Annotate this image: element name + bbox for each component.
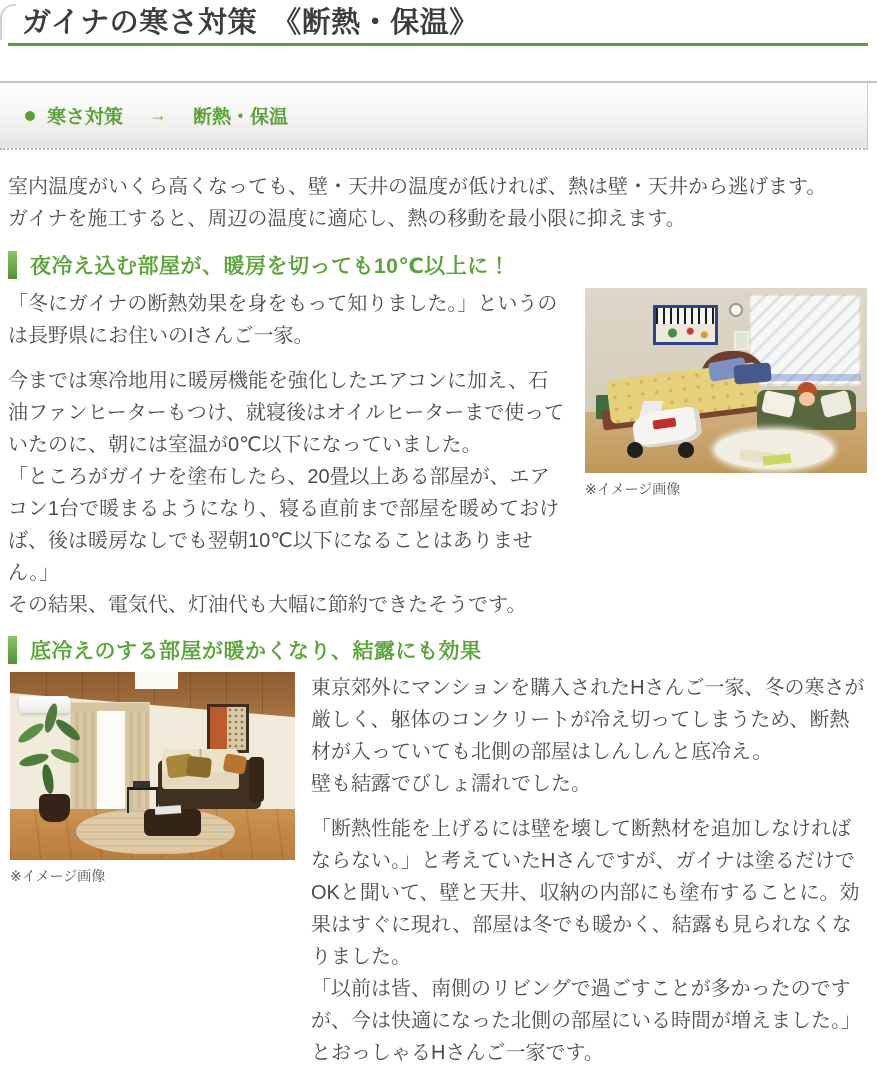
heading-green-bar <box>8 251 17 279</box>
olive-pillow <box>186 755 212 777</box>
breadcrumb-item-cold-measures: 寒さ対策 <box>47 107 124 128</box>
section1-image-caption: ※イメージ画像 <box>585 481 681 497</box>
heading-green-bar <box>8 636 17 664</box>
bed-pillow-dark <box>734 362 772 384</box>
section2-image-caption: ※イメージ画像 <box>10 868 106 884</box>
section2-body <box>0 672 877 1069</box>
curtain-valance <box>71 703 149 711</box>
section1-figure <box>585 288 867 621</box>
wall-art-piano-keys <box>656 308 715 325</box>
toy-motorcycle-front-wheel <box>627 442 643 458</box>
bedroom-wall-art <box>653 305 718 346</box>
wall-clock <box>729 303 743 317</box>
section1-body <box>0 288 877 621</box>
section2-paragraph-2: 壁も結露でびしょ濡れでした。 <box>311 773 591 795</box>
title-underline <box>8 43 868 46</box>
breadcrumb-item-insulation: 断熱・保温 <box>193 107 289 128</box>
plant-pot <box>39 794 70 822</box>
orange-pillow <box>222 753 247 775</box>
section1-text-column <box>8 288 568 621</box>
intro-line-1: 室内温度がいくら高くなっても、壁・天井の温度が低ければ、熱は壁・天井から逃げます。 <box>8 176 827 198</box>
container-corner-border <box>0 4 16 40</box>
section1-paragraph-2: 今までは寒冷地用に暖房機能を強化したエアコンに加え、石油ファンヒーターもつけ、就寝後はオイルヒーターまで使っていたのに、朝には室温が0℃以下になっていました。 <box>8 370 565 456</box>
intro-line-2: ガイナを施工すると、周辺の温度に適応し、熱の移動を最小限に抑えます。 <box>8 208 686 230</box>
doll-face <box>799 392 815 406</box>
section2-paragraph-4: 「以前は皆、南側のリビングで過ごすことが多かったのですが、今は快適になった北側の部屋にいる時間が増えました。」とおっしゃるHさんご一家です。 <box>311 978 861 1064</box>
small-picture-frame <box>734 331 749 350</box>
section1-paragraph-3: 「ところがガイナを塗布したら、20畳以上ある部屋が、エアコン1台で暖まるようになり、寝る直前まで部屋を暖めておけば、後は暖房なしでも翌朝10℃以下になることはありません。」 <box>8 466 560 584</box>
wall-art-left-panel <box>210 707 229 750</box>
wall-art-birds <box>656 324 715 343</box>
section1-paragraph-4: その結果、電気代、灯油代も大幅に節約できたそうです。 <box>8 594 527 616</box>
toy-motorcycle-rear-wheel <box>678 442 694 458</box>
section2-text-column <box>311 672 867 1069</box>
breadcrumb-arrow-icon: → <box>149 105 168 125</box>
section2-paragraph-3: 「断熱性能を上げるには壁を壊して断熱材を追加しなければならない。」と考えていたHさんですが、ガイナは塗るだけでOKと聞いて、壁と天井、収納の内部にも塗布することに。効果はすぐに現れ、部屋は冬でも暖かく、結露も見られなくなりました。 <box>311 818 860 968</box>
ceiling-skylight <box>135 672 178 689</box>
bullet-donut-icon <box>25 111 35 121</box>
air-conditioner <box>19 696 70 713</box>
bedroom-photo <box>585 288 867 473</box>
section2-paragraph-1: 東京郊外にマンションを購入されたHさんご一家、冬の寒さが厳しく、躯体のコンクリートが冷え切ってしまうため、断熱材が入っていても北側の部屋はしんしんと底冷え。 <box>311 677 865 763</box>
table-item <box>133 781 150 788</box>
section1-heading: 夜冷え込む部屋が、暖房を切っても10℃以上に！ <box>8 250 877 280</box>
section2-figure <box>10 672 295 1069</box>
section2-heading: 底冷えのする部屋が暖かくなり、結露にも効果 <box>8 635 877 665</box>
breadcrumb <box>0 83 868 150</box>
page-title: ガイナの寒さ対策 《断熱・保温》 <box>22 7 479 39</box>
sofa-armrest <box>249 757 263 802</box>
intro-paragraph <box>8 171 868 235</box>
wall-art-right-panel <box>227 707 246 750</box>
section1-paragraph-1: 「冬にガイナの断熱効果を身をもって知りました。」というのは長野県にお住いのIさんご一家。 <box>8 293 558 347</box>
wall-art-frame <box>207 704 250 753</box>
living-room-photo <box>10 672 295 860</box>
